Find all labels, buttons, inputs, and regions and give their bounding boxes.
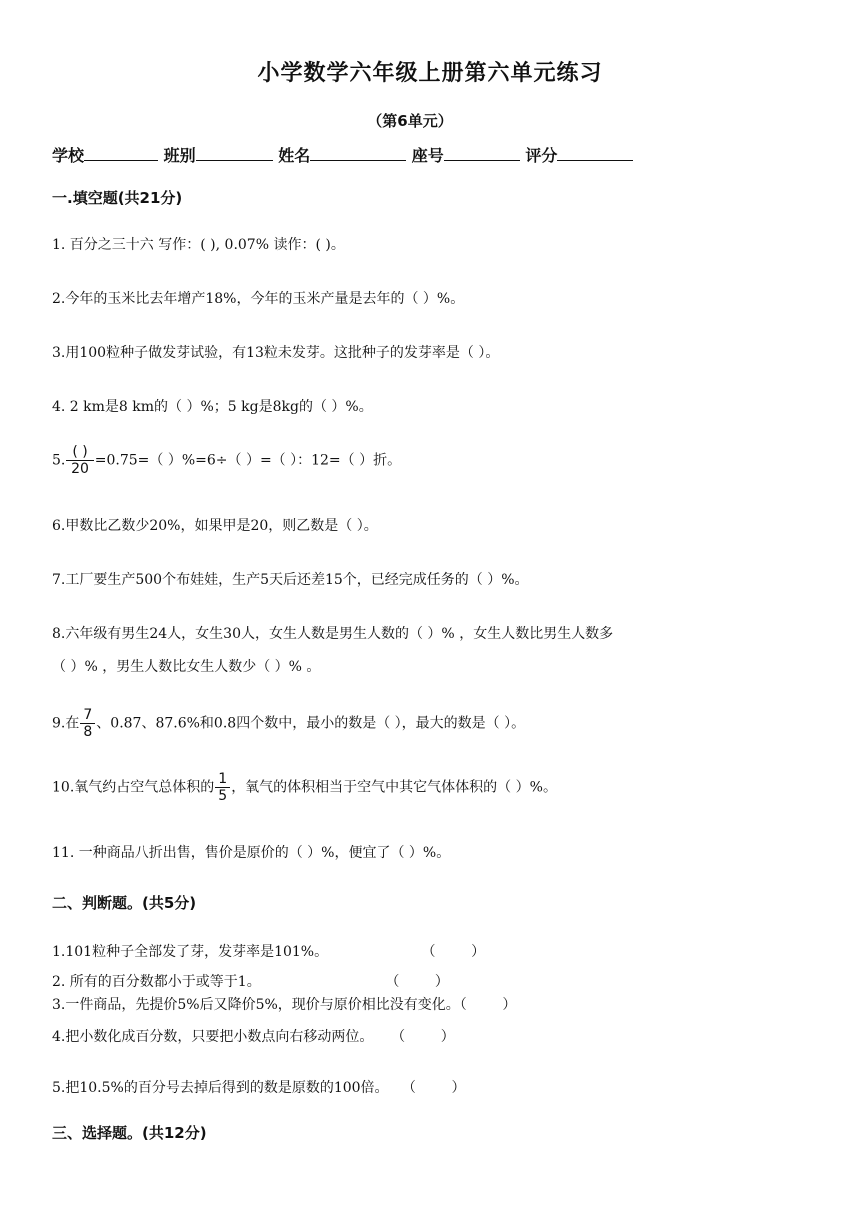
question-10-rest: ，氧气的体积相当于空气中其它气体体积的（ ）%。 <box>231 779 557 796</box>
section-true-false-title: 二、判断题。(共5分) <box>52 894 197 912</box>
name-label: 姓名 <box>278 146 311 165</box>
fraction-denominator: 20 <box>71 461 89 477</box>
student-info-row <box>52 143 633 166</box>
judge-question-4: 4.把小数化成百分数，只要把小数点向右移动两位。 （ ） <box>52 1029 455 1045</box>
fraction-numerator: ( ) <box>66 444 93 461</box>
question-8-line-2: （ ）% ，男生人数比女生人数少（ ）% 。 <box>52 659 321 675</box>
fraction-numerator: 7 <box>80 707 95 724</box>
question-3: 3.用100粒种子做发芽试验，有13粒未发芽。这批种子的发芽率是（ ）。 <box>52 345 500 361</box>
class-label: 班别 <box>163 146 196 165</box>
section-choice-title: 三、选择题。(共12分) <box>52 1124 207 1142</box>
question-11: 11. 一种商品八折出售，售价是原价的（ ）%，便宜了（ ）%。 <box>52 845 451 861</box>
question-9-prefix: 9.在 <box>52 715 80 732</box>
question-4: 4. 2 km是8 km的（ ）%；5 kg是8kg的（ ）%。 <box>52 399 373 415</box>
page-title: 小学数学六年级上册第六单元练习 <box>257 61 603 86</box>
score-blank[interactable] <box>557 144 633 161</box>
score-label: 评分 <box>525 146 558 165</box>
question-10-fraction <box>215 771 230 804</box>
question-8-line-1: 8.六年级有男生24人，女生30人，女生人数是男生人数的（ ）% ，女生人数比男生人数多 <box>52 626 614 642</box>
seat-label: 座号 <box>411 146 444 165</box>
question-9-rest: 、0.87、87.6%和0.8四个数中，最小的数是（ ），最大的数是（ ）。 <box>96 715 526 732</box>
judge-question-3: 3.一件商品，先提价5%后又降价5%，现价与原价相比没有变化。（ ） <box>52 997 517 1013</box>
name-blank[interactable] <box>310 144 406 161</box>
question-5-fraction <box>66 444 93 477</box>
question-9 <box>52 707 525 740</box>
question-10 <box>52 771 557 804</box>
question-2: 2.今年的玉米比去年增产18%，今年的玉米产量是去年的（ ）%。 <box>52 291 465 307</box>
judge-question-2: 2. 所有的百分数都小于或等于1。 （ ） <box>52 974 449 990</box>
question-6: 6.甲数比乙数少20%，如果甲是20，则乙数是（ ）。 <box>52 518 378 534</box>
question-5 <box>52 444 401 477</box>
judge-question-1: 1.101粒种子全部发了芽，发芽率是101%。 （ ） <box>52 944 486 960</box>
judge-question-5: 5.把10.5%的百分号去掉后得到的数是原数的100倍。 （ ） <box>52 1080 466 1096</box>
section-fill-in-title: 一.填空题(共21分) <box>52 189 183 207</box>
page-subtitle: （第6单元） <box>367 112 453 130</box>
question-5-prefix: 5. <box>52 452 66 469</box>
fraction-numerator: 1 <box>215 771 230 788</box>
school-blank[interactable] <box>84 144 158 161</box>
fraction-denominator: 5 <box>218 788 228 804</box>
question-5-rest: =0.75=（ ）%=6÷（ ）=（ ）：12=（ ）折。 <box>94 452 402 469</box>
question-9-fraction <box>80 707 95 740</box>
school-label: 学校 <box>52 146 85 165</box>
fraction-denominator: 8 <box>83 724 93 740</box>
seat-blank[interactable] <box>444 144 520 161</box>
question-10-prefix: 10.氧气约占空气总体积的 <box>52 779 215 796</box>
question-1: 1. 百分之三十六 写作：( ), 0.07% 读作：( )。 <box>52 237 345 253</box>
question-7: 7.工厂要生产500个布娃娃，生产5天后还差15个，已经完成任务的（ ）%。 <box>52 572 529 588</box>
class-blank[interactable] <box>196 144 273 161</box>
